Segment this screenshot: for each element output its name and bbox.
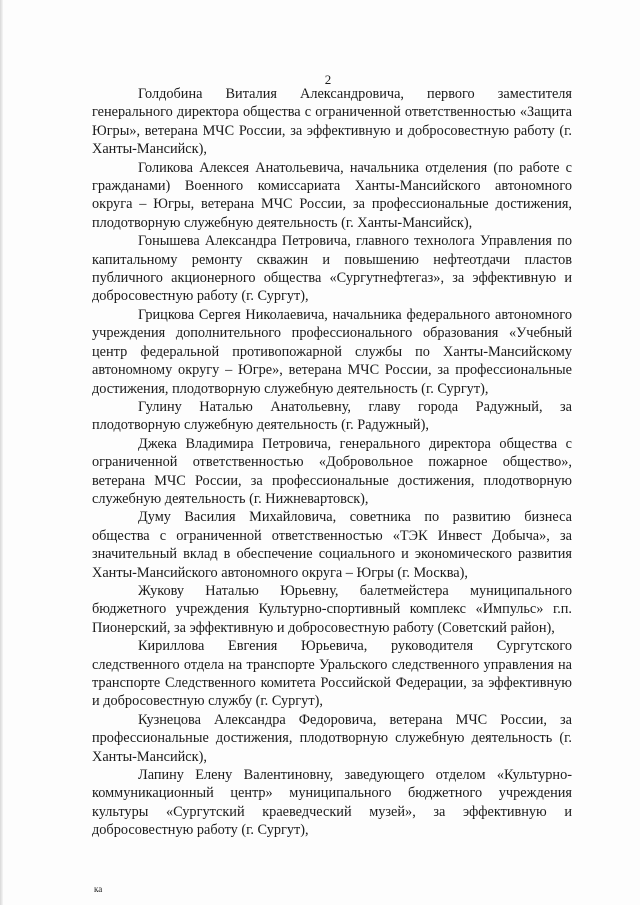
- paragraph-text: Голикова Алексея Анатольевича, начальника отделения (по работе с гражданами) Военного комиссариата Ханты-Мансийского автономного округа – Югры, ветерана МЧС России, за профессиональные достижения, плодотворную служебную деятельность (г. Ханты-Мансийск),: [92, 159, 572, 231]
- footer-mark: ка: [94, 884, 103, 894]
- paragraph-text: Кириллова Евгения Юрьевича, руководителя Сургутского следственного отдела на транспорте Уральского следственного управления на транспорте Следственного комитета Российской Федерации, за эффективную и добросовестную службу (г. Сургут),: [92, 638, 572, 710]
- paragraph-golikov: [92, 159, 572, 233]
- paragraph-goldobina: [92, 85, 572, 159]
- page-number: 2: [324, 72, 332, 87]
- paragraph-zhukova: [92, 582, 572, 637]
- paragraph-lapina: [92, 766, 572, 840]
- paragraph-text: Кузнецова Александра Федоровича, ветерана МЧС России, за профессиональные достижения, плодотворную служебную деятельность (г. Ханты-Мансийск),: [92, 711, 572, 765]
- document-body: [92, 85, 572, 840]
- paragraph-kirillov: [92, 637, 572, 711]
- paragraph-dzhek: [92, 435, 572, 509]
- paragraph-kuznetsov: [92, 711, 572, 766]
- paragraph-text: Жукову Наталью Юрьевну, балетмейстера муниципального бюджетного учреждения Культурно-спортивный комплекс «Импульс» г.п. Пионерский, за эффективную и добросовестную работу (Советский район),: [92, 582, 572, 636]
- paragraph-text: Гулину Наталью Анатольевну, главу города Радужный, за плодотворную служебную деятельность (г. Радужный),: [92, 398, 572, 434]
- paragraph-duma: [92, 508, 572, 582]
- paragraph-gritskov: [92, 306, 572, 398]
- paragraph-text: Джека Владимира Петровича, генерального директора общества с ограниченной ответственностью «Добровольное пожарное общество», ветерана МЧС России, за профессиональные достижения, плодотворную служебную деятельность (г. Нижневартовск),: [92, 435, 572, 507]
- paragraph-text: Лапину Елену Валентиновну, заведующего отделом «Культурно-коммуникационный центр» муниципального бюджетного учреждения культуры «Сургутский краеведческий музей», за эффективную и добросовестную работу (г. Сургут),: [92, 767, 572, 839]
- paragraph-gonyshev: [92, 232, 572, 306]
- paragraph-text: Грицкова Сергея Николаевича, начальника федерального автономного учреждения дополнительного профессионального образования «Учебный центр федеральной противопожарной службы по Ханты-Мансийскому автономному округу – Югре», ветерана МЧС России, за профессиональные достижения, плодотворную служебную деятельность (г. Сургут),: [92, 306, 572, 397]
- paragraph-text: Голдобина Виталия Александровича, первого заместителя генерального директора общества с ограниченной ответственностью «Защита Югры», ветерана МЧС России, за эффективную и добросовестную работу (г. Ханты-Мансийск),: [92, 86, 572, 158]
- paragraph-text: Думу Василия Михайловича, советника по развитию бизнеса общества с ограниченной ответственностью «ТЭК Инвест Добыча», за значительный вклад в обеспечение социального и экономического развития Ханты-Мансийского автономного округа – Югры (г. Москва),: [92, 509, 572, 581]
- paragraph-text: Гонышева Александра Петровича, главного технолога Управления по капитальному ремонту скважин и повышению нефтеотдачи пластов публичного акционерного общества «Сургутнефтегаз», за эффективную и добросовестную работу (г. Сургут),: [92, 233, 572, 305]
- paragraph-gulina: [92, 398, 572, 435]
- page-edge-shadow: [0, 0, 3, 905]
